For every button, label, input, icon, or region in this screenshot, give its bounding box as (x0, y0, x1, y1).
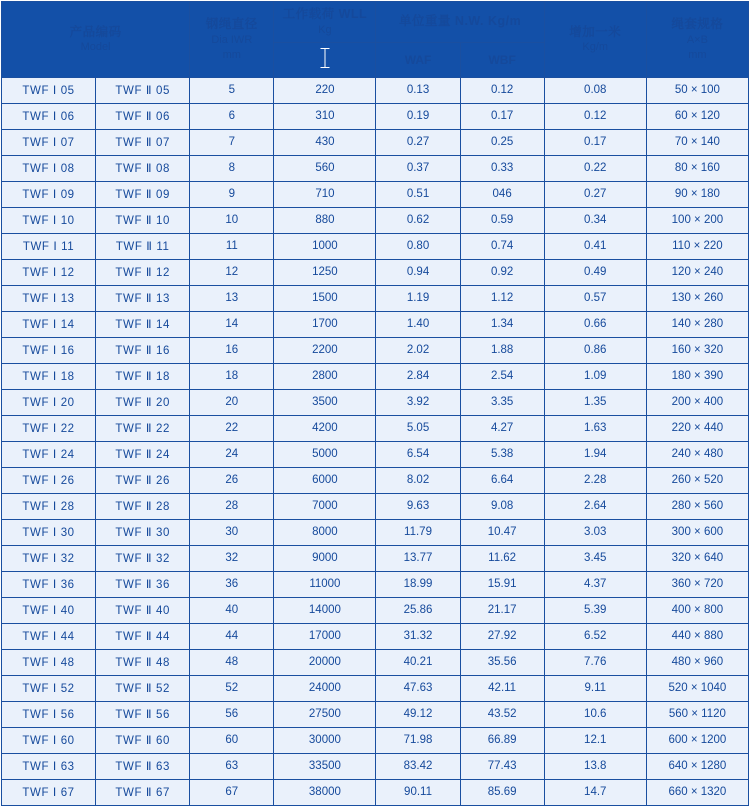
cell-sleeve: 110 × 220 (646, 233, 748, 259)
cell-sleeve: 60 × 120 (646, 103, 748, 129)
cell-add: 10.6 (544, 701, 646, 727)
cell-model2: TWF Ⅱ 16 (96, 337, 190, 363)
cell-dia: 10 (190, 207, 274, 233)
cell-sleeve: 660 × 1320 (646, 779, 748, 805)
table-row (2, 129, 749, 155)
header-wbf: WBF (460, 42, 544, 77)
cell-dia: 22 (190, 415, 274, 441)
cell-wll: 6000 (274, 467, 376, 493)
table-header (2, 2, 749, 78)
cell-model2: TWF Ⅱ 24 (96, 441, 190, 467)
cell-waf: 83.42 (376, 753, 460, 779)
cell-wbf: 0.25 (460, 129, 544, 155)
cell-dia: 32 (190, 545, 274, 571)
header-dia-cn: 钢绳直径 (205, 17, 258, 32)
cell-waf: 1.40 (376, 311, 460, 337)
cell-wll: 1250 (274, 259, 376, 285)
cell-sleeve: 70 × 140 (646, 129, 748, 155)
cell-model2: TWF Ⅱ 18 (96, 363, 190, 389)
header-model-en: Model (80, 41, 111, 54)
cell-waf: 47.63 (376, 675, 460, 701)
header-waf: WAF (376, 42, 460, 77)
cell-waf: 9.63 (376, 493, 460, 519)
cell-model2: TWF Ⅱ 05 (96, 77, 190, 103)
cell-wll: 880 (274, 207, 376, 233)
cell-add: 6.52 (544, 623, 646, 649)
table-row (2, 675, 749, 701)
cell-model2: TWF Ⅱ 13 (96, 285, 190, 311)
cell-wll: 3500 (274, 389, 376, 415)
cell-dia: 40 (190, 597, 274, 623)
cell-model2: TWF Ⅱ 07 (96, 129, 190, 155)
cell-add: 14.7 (544, 779, 646, 805)
cell-model1: TWF Ⅰ 07 (2, 129, 96, 155)
cell-sleeve: 50 × 100 (646, 77, 748, 103)
cell-wbf: 0.33 (460, 155, 544, 181)
header-add (544, 2, 646, 78)
cell-wll: 33500 (274, 753, 376, 779)
cell-waf: 0.94 (376, 259, 460, 285)
cell-wll: 220 (274, 77, 376, 103)
cell-wbf: 1.12 (460, 285, 544, 311)
table-row (2, 103, 749, 129)
table-row (2, 363, 749, 389)
cell-model1: TWF Ⅰ 24 (2, 441, 96, 467)
cell-add: 1.94 (544, 441, 646, 467)
table-row (2, 597, 749, 623)
header-wll-cn: 工作载荷 WLL (282, 7, 368, 21)
cell-wbf: 1.88 (460, 337, 544, 363)
cell-sleeve: 80 × 160 (646, 155, 748, 181)
cell-add: 0.12 (544, 103, 646, 129)
table-row (2, 519, 749, 545)
cell-waf: 0.19 (376, 103, 460, 129)
header-row-top (2, 2, 749, 43)
header-nw (376, 2, 544, 43)
table-row (2, 389, 749, 415)
cell-sleeve: 100 × 200 (646, 207, 748, 233)
cell-wll: 1500 (274, 285, 376, 311)
cell-model1: TWF Ⅰ 18 (2, 363, 96, 389)
cell-model1: TWF Ⅰ 12 (2, 259, 96, 285)
cell-wbf: 43.52 (460, 701, 544, 727)
cell-waf: 8.02 (376, 467, 460, 493)
spec-sheet (0, 1, 750, 800)
cell-waf: 18.99 (376, 571, 460, 597)
table-row (2, 207, 749, 233)
table-row (2, 441, 749, 467)
cell-wbf: 15.91 (460, 571, 544, 597)
cell-model1: TWF Ⅰ 40 (2, 597, 96, 623)
header-add-cn: 增加一米 (569, 24, 622, 39)
cell-dia: 12 (190, 259, 274, 285)
cell-model2: TWF Ⅱ 44 (96, 623, 190, 649)
cell-waf: 0.62 (376, 207, 460, 233)
cell-add: 0.41 (544, 233, 646, 259)
cell-dia: 67 (190, 779, 274, 805)
cell-wbf: 0.59 (460, 207, 544, 233)
cell-waf: 0.27 (376, 129, 460, 155)
cell-sleeve: 480 × 960 (646, 649, 748, 675)
cell-sleeve: 560 × 1120 (646, 701, 748, 727)
cell-wll: 14000 (274, 597, 376, 623)
table-row (2, 155, 749, 181)
header-dia-en: Dia IWR (211, 33, 253, 46)
cell-wll: 38000 (274, 779, 376, 805)
cell-dia: 52 (190, 675, 274, 701)
cell-add: 9.11 (544, 675, 646, 701)
cell-waf: 5.05 (376, 415, 460, 441)
cell-sleeve: 260 × 520 (646, 467, 748, 493)
table-row (2, 285, 749, 311)
cell-waf: 1.19 (376, 285, 460, 311)
table-row (2, 311, 749, 337)
cell-add: 5.39 (544, 597, 646, 623)
table-row (2, 779, 749, 805)
header-sleeve (646, 2, 748, 78)
cell-wbf: 6.64 (460, 467, 544, 493)
table-row (2, 233, 749, 259)
specification-table (1, 1, 749, 806)
cell-model2: TWF Ⅱ 67 (96, 779, 190, 805)
cell-add: 2.64 (544, 493, 646, 519)
cell-wll: 11000 (274, 571, 376, 597)
cell-dia: 28 (190, 493, 274, 519)
cell-waf: 25.86 (376, 597, 460, 623)
cell-add: 0.17 (544, 129, 646, 155)
cell-sleeve: 200 × 400 (646, 389, 748, 415)
cell-wbf: 85.69 (460, 779, 544, 805)
cell-add: 1.63 (544, 415, 646, 441)
cell-wll: 30000 (274, 727, 376, 753)
cell-waf: 13.77 (376, 545, 460, 571)
cell-sleeve: 240 × 480 (646, 441, 748, 467)
table-row (2, 571, 749, 597)
cell-model2: TWF Ⅱ 36 (96, 571, 190, 597)
cell-wbf: 35.56 (460, 649, 544, 675)
cell-model2: TWF Ⅱ 06 (96, 103, 190, 129)
cell-wbf: 0.92 (460, 259, 544, 285)
cell-model1: TWF Ⅰ 60 (2, 727, 96, 753)
cell-wbf: 27.92 (460, 623, 544, 649)
cell-wbf: 11.62 (460, 545, 544, 571)
cell-model1: TWF Ⅰ 06 (2, 103, 96, 129)
header-sleeve-en: A×B (686, 33, 708, 46)
cell-sleeve: 600 × 1200 (646, 727, 748, 753)
cell-wll: 2200 (274, 337, 376, 363)
cell-model2: TWF Ⅱ 30 (96, 519, 190, 545)
cell-sleeve: 90 × 180 (646, 181, 748, 207)
cell-add: 0.27 (544, 181, 646, 207)
cell-model2: TWF Ⅱ 20 (96, 389, 190, 415)
cell-sleeve: 140 × 280 (646, 311, 748, 337)
cell-dia: 13 (190, 285, 274, 311)
cell-model1: TWF Ⅰ 14 (2, 311, 96, 337)
cell-add: 0.08 (544, 77, 646, 103)
cell-dia: 9 (190, 181, 274, 207)
header-dia-unit: mm (222, 48, 241, 61)
cell-wll: 1000 (274, 233, 376, 259)
cell-wll: 430 (274, 129, 376, 155)
cell-add: 13.8 (544, 753, 646, 779)
table-row (2, 467, 749, 493)
cell-sleeve: 440 × 880 (646, 623, 748, 649)
cell-waf: 0.80 (376, 233, 460, 259)
cell-add: 0.66 (544, 311, 646, 337)
cell-waf: 0.37 (376, 155, 460, 181)
cell-model1: TWF Ⅰ 44 (2, 623, 96, 649)
cell-waf: 71.98 (376, 727, 460, 753)
cell-add: 1.35 (544, 389, 646, 415)
cell-wbf: 4.27 (460, 415, 544, 441)
cell-model1: TWF Ⅰ 32 (2, 545, 96, 571)
cell-sleeve: 130 × 260 (646, 285, 748, 311)
header-wll (274, 2, 376, 43)
cell-model2: TWF Ⅱ 11 (96, 233, 190, 259)
cell-wbf: 5.38 (460, 441, 544, 467)
cell-wll: 9000 (274, 545, 376, 571)
cell-model2: TWF Ⅱ 09 (96, 181, 190, 207)
cell-model1: TWF Ⅰ 11 (2, 233, 96, 259)
cell-dia: 14 (190, 311, 274, 337)
table-row (2, 181, 749, 207)
cell-add: 3.03 (544, 519, 646, 545)
cell-wbf: 21.17 (460, 597, 544, 623)
cell-dia: 60 (190, 727, 274, 753)
header-sleeve-cn: 绳套规格 (671, 17, 724, 32)
cell-sleeve: 120 × 240 (646, 259, 748, 285)
header-sleeve-unit: mm (688, 48, 707, 61)
cell-wll: 2800 (274, 363, 376, 389)
cell-waf: 90.11 (376, 779, 460, 805)
cell-add: 2.28 (544, 467, 646, 493)
cell-dia: 20 (190, 389, 274, 415)
header-dia (190, 2, 274, 78)
cell-add: 7.76 (544, 649, 646, 675)
cell-waf: 3.92 (376, 389, 460, 415)
cell-dia: 26 (190, 467, 274, 493)
cell-waf: 31.32 (376, 623, 460, 649)
cell-model2: TWF Ⅱ 08 (96, 155, 190, 181)
cell-model1: TWF Ⅰ 26 (2, 467, 96, 493)
cell-wbf: 046 (460, 181, 544, 207)
cell-wbf: 3.35 (460, 389, 544, 415)
cell-dia: 7 (190, 129, 274, 155)
header-add-unit: Kg/m (582, 41, 609, 54)
cell-sleeve: 160 × 320 (646, 337, 748, 363)
cell-waf: 49.12 (376, 701, 460, 727)
cell-model1: TWF Ⅰ 67 (2, 779, 96, 805)
cell-model2: TWF Ⅱ 32 (96, 545, 190, 571)
header-wll-unit: Kg (318, 23, 332, 36)
cell-wll: 5000 (274, 441, 376, 467)
cell-add: 0.34 (544, 207, 646, 233)
cell-model1: TWF Ⅰ 13 (2, 285, 96, 311)
cell-model1: TWF Ⅰ 63 (2, 753, 96, 779)
cell-add: 12.1 (544, 727, 646, 753)
table-row (2, 259, 749, 285)
cell-model2: TWF Ⅱ 40 (96, 597, 190, 623)
cell-waf: 0.13 (376, 77, 460, 103)
table-row (2, 545, 749, 571)
cell-model1: TWF Ⅰ 48 (2, 649, 96, 675)
table-row (2, 77, 749, 103)
cell-sleeve: 220 × 440 (646, 415, 748, 441)
cell-model1: TWF Ⅰ 05 (2, 77, 96, 103)
cell-dia: 16 (190, 337, 274, 363)
cell-dia: 5 (190, 77, 274, 103)
cell-wbf: 42.11 (460, 675, 544, 701)
cell-model1: TWF Ⅰ 28 (2, 493, 96, 519)
cell-wbf: 1.34 (460, 311, 544, 337)
cell-model2: TWF Ⅱ 12 (96, 259, 190, 285)
table-row (2, 701, 749, 727)
cell-model1: TWF Ⅰ 09 (2, 181, 96, 207)
cell-dia: 30 (190, 519, 274, 545)
cell-model2: TWF Ⅱ 14 (96, 311, 190, 337)
cell-add: 3.45 (544, 545, 646, 571)
cell-add: 0.22 (544, 155, 646, 181)
cell-wll: 710 (274, 181, 376, 207)
cell-model1: TWF Ⅰ 56 (2, 701, 96, 727)
cell-dia: 18 (190, 363, 274, 389)
cell-waf: 40.21 (376, 649, 460, 675)
cell-model1: TWF Ⅰ 10 (2, 207, 96, 233)
cell-wbf: 0.74 (460, 233, 544, 259)
header-model-cn: 产品编码 (69, 24, 122, 39)
cell-sleeve: 280 × 560 (646, 493, 748, 519)
table-body (2, 77, 749, 805)
table-row (2, 623, 749, 649)
cell-wll: 27500 (274, 701, 376, 727)
cell-add: 0.86 (544, 337, 646, 363)
cell-model2: TWF Ⅱ 56 (96, 701, 190, 727)
cell-model2: TWF Ⅱ 63 (96, 753, 190, 779)
header-nw-cn: 单位重量 N.W. Kg/m (398, 14, 522, 29)
cell-wll: 560 (274, 155, 376, 181)
cell-model1: TWF Ⅰ 22 (2, 415, 96, 441)
cell-wbf: 77.43 (460, 753, 544, 779)
cell-wbf: 0.17 (460, 103, 544, 129)
cell-dia: 63 (190, 753, 274, 779)
cell-model1: TWF Ⅰ 36 (2, 571, 96, 597)
cell-sleeve: 300 × 600 (646, 519, 748, 545)
cell-wll: 310 (274, 103, 376, 129)
cell-wll: 1700 (274, 311, 376, 337)
cell-model1: TWF Ⅰ 30 (2, 519, 96, 545)
cell-model2: TWF Ⅱ 26 (96, 467, 190, 493)
cell-sleeve: 360 × 720 (646, 571, 748, 597)
cell-dia: 6 (190, 103, 274, 129)
cell-wbf: 66.89 (460, 727, 544, 753)
table-row (2, 337, 749, 363)
cell-model1: TWF Ⅰ 08 (2, 155, 96, 181)
cell-wll: 20000 (274, 649, 376, 675)
cell-sleeve: 520 × 1040 (646, 675, 748, 701)
cell-wbf: 9.08 (460, 493, 544, 519)
cell-wbf: 2.54 (460, 363, 544, 389)
cell-waf: 6.54 (376, 441, 460, 467)
cell-sleeve: 180 × 390 (646, 363, 748, 389)
cell-dia: 56 (190, 701, 274, 727)
cell-model1: TWF Ⅰ 16 (2, 337, 96, 363)
cell-model2: TWF Ⅱ 22 (96, 415, 190, 441)
cell-dia: 24 (190, 441, 274, 467)
cell-model2: TWF Ⅱ 10 (96, 207, 190, 233)
cell-wbf: 0.12 (460, 77, 544, 103)
cell-wll: 8000 (274, 519, 376, 545)
table-row (2, 649, 749, 675)
cell-wbf: 10.47 (460, 519, 544, 545)
cell-dia: 48 (190, 649, 274, 675)
cell-model2: TWF Ⅱ 28 (96, 493, 190, 519)
cell-dia: 44 (190, 623, 274, 649)
table-row (2, 493, 749, 519)
cell-model2: TWF Ⅱ 52 (96, 675, 190, 701)
cell-model2: TWF Ⅱ 60 (96, 727, 190, 753)
cell-add: 4.37 (544, 571, 646, 597)
cell-wll: 4200 (274, 415, 376, 441)
cell-add: 0.49 (544, 259, 646, 285)
double-arrow-icon (276, 47, 373, 73)
cell-add: 1.09 (544, 363, 646, 389)
cell-add: 0.57 (544, 285, 646, 311)
cell-model1: TWF Ⅰ 52 (2, 675, 96, 701)
cell-sleeve: 400 × 800 (646, 597, 748, 623)
table-row (2, 727, 749, 753)
cell-model1: TWF Ⅰ 20 (2, 389, 96, 415)
cell-wll: 17000 (274, 623, 376, 649)
cell-wll: 7000 (274, 493, 376, 519)
cell-waf: 2.84 (376, 363, 460, 389)
cell-dia: 11 (190, 233, 274, 259)
cell-waf: 0.51 (376, 181, 460, 207)
cell-waf: 11.79 (376, 519, 460, 545)
cell-model2: TWF Ⅱ 48 (96, 649, 190, 675)
cell-sleeve: 320 × 640 (646, 545, 748, 571)
cell-waf: 2.02 (376, 337, 460, 363)
table-row (2, 415, 749, 441)
table-row (2, 753, 749, 779)
cell-dia: 36 (190, 571, 274, 597)
header-model (2, 2, 190, 78)
cell-dia: 8 (190, 155, 274, 181)
header-wll-arrow (274, 42, 376, 77)
cell-wll: 24000 (274, 675, 376, 701)
cell-sleeve: 640 × 1280 (646, 753, 748, 779)
